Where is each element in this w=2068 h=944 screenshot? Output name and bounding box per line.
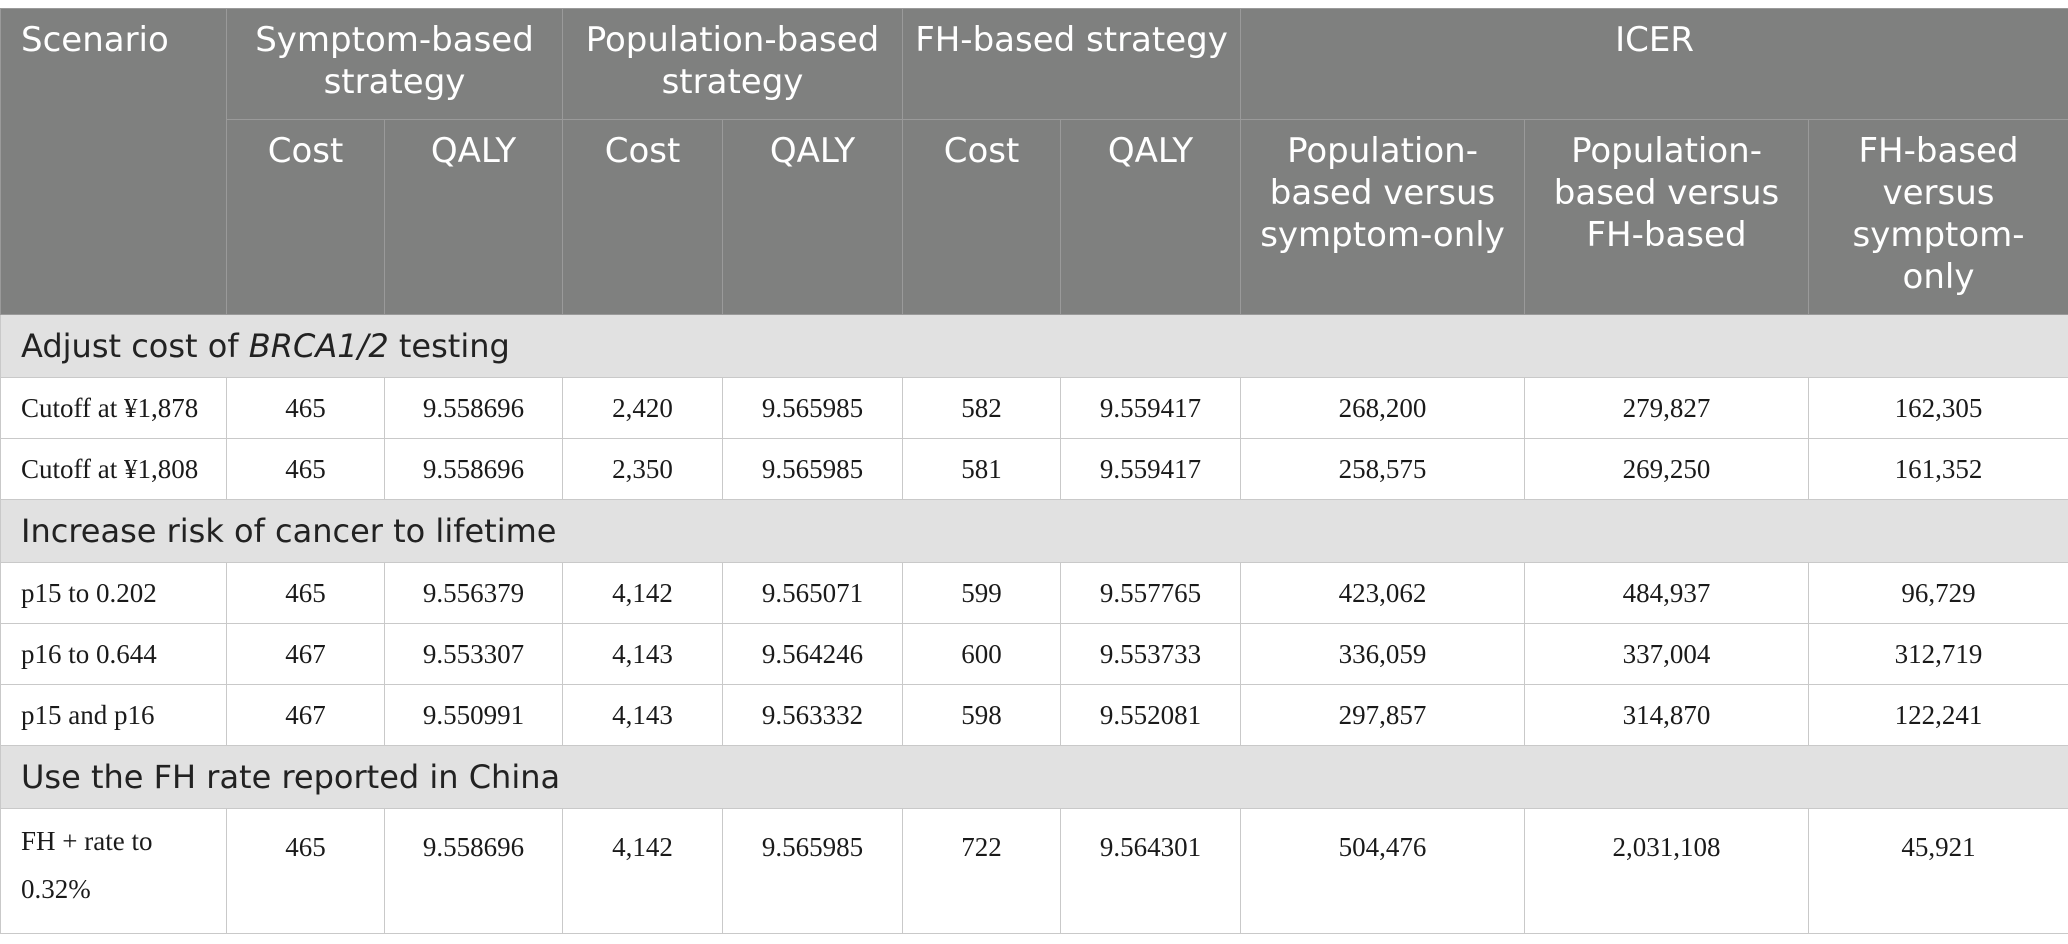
population-qaly: 9.565985 [723,439,903,500]
population-cost: 4,143 [563,685,723,746]
icer-pop-vs-sym: 504,476 [1241,809,1525,934]
icer-pop-vs-fh: 2,031,108 [1525,809,1809,934]
header-scenario: Scenario [1,9,227,315]
section-title: Use the FH rate reported in China [1,746,2068,809]
icer-pop-vs-sym: 336,059 [1241,624,1525,685]
icer-pop-vs-sym: 423,062 [1241,563,1525,624]
table-row [1,624,2068,685]
header-fh-qaly: QALY [1061,120,1241,315]
icer-pop-vs-fh: 484,937 [1525,563,1809,624]
icer-fh-vs-sym: 96,729 [1809,563,2068,624]
icer-pop-vs-fh: 269,250 [1525,439,1809,500]
table-row [1,809,2068,934]
icer-fh-vs-sym: 45,921 [1809,809,2068,934]
table-header [1,9,2068,315]
header-fh-cost: Cost [903,120,1061,315]
icer-pop-vs-sym: 268,200 [1241,378,1525,439]
fh-cost: 600 [903,624,1061,685]
table-row [1,685,2068,746]
fh-qaly: 9.564301 [1061,809,1241,934]
icer-pop-vs-sym: 297,857 [1241,685,1525,746]
header-icer-fh-vs-sym: FH-based versus symptom-only [1809,120,2068,315]
fh-cost: 598 [903,685,1061,746]
row-label: Cutoff at ¥1,808 [1,439,227,500]
symptom-cost: 465 [227,563,385,624]
symptom-cost: 467 [227,685,385,746]
header-icer-pop-vs-fh: Population-based versus FH-based [1525,120,1809,315]
section-title: Increase risk of cancer to lifetime [1,500,2068,563]
header-fh-based: FH-based strategy [903,9,1241,120]
icer-fh-vs-sym: 161,352 [1809,439,2068,500]
header-symptom-based: Symptom-based strategy [227,9,563,120]
row-label: Cutoff at ¥1,878 [1,378,227,439]
table-body [1,315,2068,934]
population-qaly: 9.565985 [723,809,903,934]
icer-pop-vs-fh: 337,004 [1525,624,1809,685]
section-row [1,500,2068,563]
scenario-analysis-table [0,8,2068,934]
section-row [1,746,2068,809]
section-title-text: Adjust cost of [21,327,249,365]
header-symptom-cost: Cost [227,120,385,315]
table-row [1,378,2068,439]
header-icer: ICER [1241,9,2068,120]
icer-fh-vs-sym: 312,719 [1809,624,2068,685]
fh-qaly: 9.557765 [1061,563,1241,624]
header-population-qaly: QALY [723,120,903,315]
fh-qaly: 9.553733 [1061,624,1241,685]
symptom-cost: 465 [227,809,385,934]
symptom-qaly: 9.558696 [385,378,563,439]
row-label: p15 to 0.202 [1,563,227,624]
fh-qaly: 9.559417 [1061,378,1241,439]
symptom-qaly: 9.558696 [385,439,563,500]
symptom-qaly: 9.553307 [385,624,563,685]
row-label: p15 and p16 [1,685,227,746]
icer-fh-vs-sym: 162,305 [1809,378,2068,439]
section-row [1,315,2068,378]
fh-cost: 581 [903,439,1061,500]
population-qaly: 9.563332 [723,685,903,746]
table-row [1,563,2068,624]
header-population-based: Population-based strategy [563,9,903,120]
section-title [1,315,2068,378]
symptom-cost: 465 [227,378,385,439]
fh-cost: 722 [903,809,1061,934]
table-row [1,439,2068,500]
fh-cost: 599 [903,563,1061,624]
results-table-container [0,8,2068,934]
fh-qaly: 9.552081 [1061,685,1241,746]
fh-qaly: 9.559417 [1061,439,1241,500]
section-title-suffix: testing [388,327,510,365]
symptom-cost: 467 [227,624,385,685]
symptom-qaly: 9.550991 [385,685,563,746]
symptom-qaly: 9.558696 [385,809,563,934]
gene-name: BRCA1/2 [248,327,389,365]
row-label: p16 to 0.644 [1,624,227,685]
header-population-cost: Cost [563,120,723,315]
population-cost: 4,142 [563,563,723,624]
population-qaly: 9.564246 [723,624,903,685]
icer-fh-vs-sym: 122,241 [1809,685,2068,746]
symptom-qaly: 9.556379 [385,563,563,624]
population-qaly: 9.565071 [723,563,903,624]
header-symptom-qaly: QALY [385,120,563,315]
icer-pop-vs-sym: 258,575 [1241,439,1525,500]
row-label: FH + rate to 0.32% [1,809,227,934]
population-cost: 4,143 [563,624,723,685]
population-cost: 4,142 [563,809,723,934]
header-icer-pop-vs-sym: Population-based versus symptom-only [1241,120,1525,315]
fh-cost: 582 [903,378,1061,439]
population-cost: 2,350 [563,439,723,500]
symptom-cost: 465 [227,439,385,500]
icer-pop-vs-fh: 279,827 [1525,378,1809,439]
population-cost: 2,420 [563,378,723,439]
population-qaly: 9.565985 [723,378,903,439]
icer-pop-vs-fh: 314,870 [1525,685,1809,746]
